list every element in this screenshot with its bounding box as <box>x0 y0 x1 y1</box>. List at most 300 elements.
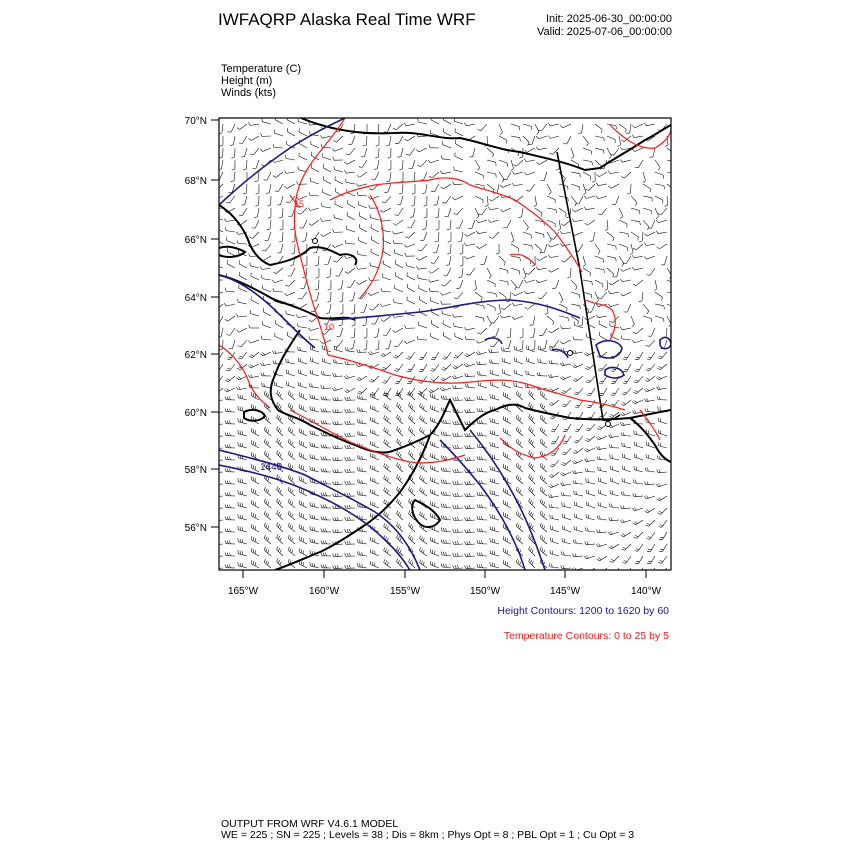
wind-barb-feather-1184-2 <box>292 490 293 493</box>
wind-barb-533 <box>226 291 235 292</box>
wind-barb-feather-1097-1 <box>612 455 613 458</box>
wind-barb-feather-1026-1 <box>215 445 217 448</box>
wind-barb-feather-108-0 <box>609 156 611 159</box>
wind-barb-741 <box>446 352 451 359</box>
wind-barb-feather-976-2 <box>532 418 534 421</box>
wind-barb-feather-727-0 <box>272 351 274 354</box>
arctic-coast <box>301 118 600 170</box>
wind-barb-308 <box>270 220 271 229</box>
wind-barb-288 <box>481 208 487 215</box>
wind-barb-feather-565-0 <box>608 291 610 294</box>
wind-barb-feather-969-2 <box>446 420 447 423</box>
wind-barb-feather-1324-0 <box>597 530 599 533</box>
wind-barb-712 <box>554 340 559 347</box>
wind-barb-29 <box>563 124 571 128</box>
wind-barb-1015 <box>540 430 547 436</box>
wind-barb-feather-832-0 <box>623 383 626 384</box>
wind-barb-feather-1126-1 <box>505 465 506 468</box>
wind-barb-1442 <box>650 568 655 575</box>
wind-barb-feather-993-0 <box>277 426 279 429</box>
wind-barb-feather-504-0 <box>338 289 341 290</box>
wind-barb-feather-895-2 <box>469 397 471 400</box>
wind-barb-feather-1184-1 <box>290 488 291 491</box>
wind-barb-980 <box>578 424 583 432</box>
wind-barb-336 <box>607 220 608 229</box>
wind-barb-feather-234-0 <box>286 202 289 203</box>
wind-barb-68 <box>583 136 589 143</box>
wind-barb-feather-776-0 <box>407 371 410 372</box>
wind-barb-379 <box>658 232 667 234</box>
wind-barb-feather-1080-1 <box>410 452 411 455</box>
wind-barb-feather-1257-1 <box>253 513 254 517</box>
wind-barb-feather-1382-2 <box>387 550 388 553</box>
wind-barb-feather-352-0 <box>333 229 334 232</box>
wind-barb-136 <box>487 160 496 162</box>
wind-barb-347 <box>282 232 283 241</box>
wind-barb-feather-1009-1 <box>467 433 469 436</box>
wind-barb-feather-1432-1 <box>530 560 532 563</box>
wind-barb-feather-1161-0 <box>465 482 467 485</box>
wind-barb-feather-743-0 <box>465 355 468 357</box>
wind-barb-feather-994-1 <box>290 428 291 431</box>
wind-barb-feather-837-1 <box>226 389 229 391</box>
wind-barb-feather-1093-1 <box>563 462 566 464</box>
wind-barb-feather-1367-0 <box>659 551 663 552</box>
wind-barb-feather-637-0 <box>578 321 579 324</box>
wind-barb-feather-1439-1 <box>612 573 615 574</box>
wind-barb-feather-1378-0 <box>333 554 335 557</box>
wind-barb-feather-1204-0 <box>529 486 531 489</box>
wind-barb-feather-753-0 <box>584 353 587 356</box>
wind-barb-659 <box>377 328 379 337</box>
wind-barb-feather-523-0 <box>576 287 578 290</box>
wind-barb-feather-1354-2 <box>507 538 508 541</box>
wind-barb-feather-775-0 <box>394 370 397 371</box>
wind-barb-feather-505-0 <box>347 287 350 288</box>
wind-barb-feather-459-0 <box>250 262 251 265</box>
height-contour-1 <box>219 118 345 205</box>
wind-barb-feather-700-0 <box>404 341 406 344</box>
wind-barb-feather-1031-2 <box>280 442 282 445</box>
wind-barb-feather-1043-1 <box>422 441 423 444</box>
wind-barb-21 <box>466 124 475 126</box>
wind-barb-242 <box>385 196 391 203</box>
wind-barb-feather-845-1 <box>323 385 325 388</box>
wind-barb-feather-924-0 <box>357 407 358 410</box>
wind-barb-363 <box>467 232 475 236</box>
wind-barb-feather-681-0 <box>633 332 636 334</box>
wind-barb-feather-1278-0 <box>503 512 504 516</box>
wind-barb-feather-1416-0 <box>333 566 335 569</box>
wind-barb-feather-1356-0 <box>529 534 531 537</box>
wind-barb-248 <box>455 196 463 200</box>
wind-barb-feather-787-1 <box>540 359 541 363</box>
wind-barb-feather-1188-0 <box>333 494 335 497</box>
wind-barb-feather-1151-2 <box>349 481 350 484</box>
wind-barb-feather-1382-1 <box>386 549 387 552</box>
wind-barb-459 <box>250 266 259 268</box>
wind-barb-feather-1018-1 <box>575 440 578 441</box>
wind-barb-feather-975-1 <box>518 416 519 419</box>
wind-barb-feather-1192-0 <box>384 487 385 490</box>
wind-barb-feather-231-0 <box>255 205 258 206</box>
wind-barb-638 <box>582 316 583 325</box>
wind-barb-feather-884-2 <box>337 397 339 400</box>
wind-barb-413 <box>619 244 627 247</box>
wind-barb-feather-710-0 <box>532 349 535 350</box>
lat-label-70: 70°N <box>184 116 207 127</box>
wind-barb-feather-89-0 <box>375 157 378 158</box>
wind-barb-feather-436-0 <box>431 263 434 264</box>
wind-barb-feather-1375-0 <box>299 548 300 552</box>
wind-barb-feather-703-0 <box>443 332 444 336</box>
wind-barb-1252 <box>648 508 656 513</box>
wind-barb-feather-1389-0 <box>465 554 467 557</box>
wind-barb-feather-371-0 <box>560 231 562 234</box>
wind-barb-feather-1286-0 <box>597 516 598 519</box>
wind-barb-feather-222-0 <box>596 183 598 186</box>
wind-barb-feather-476-0 <box>458 277 461 278</box>
wind-barb-feather-1275-2 <box>469 517 471 520</box>
wind-barb-498 <box>262 279 271 280</box>
wind-barb-666 <box>454 326 463 328</box>
wind-barb-452 <box>626 256 631 264</box>
wind-barb-385 <box>281 244 283 253</box>
wind-barb-feather-1337-1 <box>301 537 302 541</box>
wind-barb-feather-927-1 <box>398 404 399 407</box>
wind-barb-7 <box>298 122 307 124</box>
wind-barb-feather-585-0 <box>393 299 394 302</box>
wind-barb-490 <box>623 268 631 271</box>
wind-barb-163 <box>346 172 355 173</box>
wind-barb-774 <box>385 364 391 370</box>
wind-barb-feather-365-0 <box>490 237 493 238</box>
wind-barb-feather-32-0 <box>616 126 617 129</box>
wind-barb-feather-1157-2 <box>423 478 424 481</box>
wind-barb-feather-1143-0 <box>251 476 252 480</box>
wind-barb-feather-1169-1 <box>563 482 565 485</box>
wind-barb-feather-499-0 <box>272 280 274 283</box>
wind-barb-353 <box>347 229 356 232</box>
wind-barb-22 <box>481 124 487 131</box>
wind-barb-feather-1089-2 <box>520 454 521 457</box>
norton-sound-coast <box>219 275 355 320</box>
st-lawrence-island <box>219 247 245 257</box>
wind-barb-782 <box>478 364 487 365</box>
wind-barb-feather-437-0 <box>446 265 450 266</box>
wind-barb-feather-1181-0 <box>251 488 252 492</box>
wind-barb-1361 <box>586 544 595 545</box>
wind-barb-87 <box>349 148 355 155</box>
wind-barb-feather-336-0 <box>605 229 608 231</box>
wind-barb-41 <box>251 136 259 141</box>
wind-barb-feather-900-2 <box>532 394 534 397</box>
wind-barb-786 <box>527 361 536 364</box>
wind-barb-feather-992-2 <box>268 430 269 433</box>
wind-barb-feather-1270-0 <box>409 511 410 514</box>
wind-barb-feather-1003-1 <box>398 428 399 431</box>
wind-barb-feather-847-0 <box>345 391 348 393</box>
wind-barb-587 <box>419 300 427 305</box>
wind-barb-479 <box>499 268 508 270</box>
wind-barb-5 <box>275 120 283 124</box>
wind-barb-feather-939-1 <box>542 404 543 407</box>
wind-barb-feather-971-0 <box>465 422 467 425</box>
wind-barb-feather-1057-1 <box>586 448 589 451</box>
wind-barb-feather-780-1 <box>455 366 458 368</box>
wind-barb-feather-468-0 <box>356 266 358 269</box>
wind-barb-1172 <box>599 481 608 484</box>
wind-barb-feather-763-0 <box>248 366 251 368</box>
wind-barb-742 <box>457 352 463 358</box>
wind-barb-feather-1008-1 <box>455 433 456 436</box>
wind-barb-feather-667-0 <box>464 327 466 330</box>
wind-barb-feather-1420-0 <box>384 559 385 562</box>
wind-barb-280 <box>383 208 391 212</box>
wind-barb-feather-1027-1 <box>227 445 228 448</box>
wind-barb-feather-424-0 <box>290 265 293 266</box>
wind-barb-730 <box>311 349 320 352</box>
wind-barb-feather-945-1 <box>611 414 614 416</box>
wind-barb-feather-290-0 <box>500 209 503 212</box>
wind-barb-feather-3-0 <box>248 122 250 125</box>
wind-barb-240 <box>358 195 367 196</box>
wind-barb-164 <box>360 172 367 177</box>
wind-barb-feather-1130-1 <box>551 474 554 476</box>
wind-barb-feather-1335-2 <box>280 538 282 541</box>
wind-barb-feather-170-0 <box>429 176 432 178</box>
wind-barb-feather-1124-2 <box>481 469 482 472</box>
legend-height: Height (m) <box>221 75 273 87</box>
wind-barb-feather-1331-0 <box>225 540 226 543</box>
wind-barb-feather-1339-2 <box>325 541 326 544</box>
wind-barb-feather-1434-1 <box>552 564 553 567</box>
wind-barb-feather-1411-2 <box>280 562 282 565</box>
wind-barb-feather-1206-0 <box>548 495 550 498</box>
wind-barb-feather-757-1 <box>636 357 639 358</box>
wind-barb-feather-1398-0 <box>573 554 575 557</box>
wind-barb-317 <box>370 218 379 220</box>
wind-barb-28 <box>550 124 559 126</box>
wind-barb-66 <box>550 136 559 138</box>
wind-barb-feather-587-0 <box>419 296 420 299</box>
wind-barb-69 <box>595 136 604 138</box>
wind-barb-feather-1406-1 <box>215 565 217 568</box>
wind-barb-861 <box>514 386 523 388</box>
wind-barb-feather-30-0 <box>578 133 581 134</box>
wind-barb-feather-1169-0 <box>560 483 562 486</box>
wind-barb-feather-756-0 <box>623 359 627 360</box>
wind-barb-feather-177-0 <box>512 171 514 174</box>
wind-barb-feather-1276-1 <box>479 516 480 519</box>
wind-barb-828 <box>576 376 583 382</box>
wind-barb-feather-977-1 <box>542 416 543 419</box>
wind-barb-856 <box>454 388 463 389</box>
wind-barb-feather-918-2 <box>292 406 293 409</box>
wind-barb-469 <box>370 266 379 268</box>
wind-barb-478 <box>487 268 491 276</box>
wind-barb-feather-447-0 <box>561 261 564 263</box>
wind-barb-feather-909-1 <box>634 400 637 403</box>
wind-barb-feather-334-0 <box>572 219 574 222</box>
wind-barb-feather-1118-1 <box>410 464 411 467</box>
wind-barb-feather-1160-2 <box>457 481 458 484</box>
wind-barb-796 <box>649 364 655 371</box>
wind-barb-feather-934-0 <box>477 408 478 411</box>
wind-barb-feather-1073-2 <box>325 457 326 460</box>
wind-barb-536 <box>263 289 271 292</box>
wind-barb-feather-1443-1 <box>659 571 662 573</box>
wind-barb-feather-1395-2 <box>544 550 545 553</box>
wind-barb-707 <box>493 340 499 347</box>
wind-barb-505 <box>350 280 355 288</box>
wind-barb-feather-321-0 <box>422 229 425 230</box>
wind-barb-feather-1297-1 <box>278 524 280 527</box>
wind-barb-feather-1010-2 <box>481 433 482 436</box>
wind-barb-feather-126-0 <box>359 167 362 168</box>
wind-barb-57 <box>443 132 451 136</box>
wind-barb-feather-566-0 <box>620 294 623 296</box>
wind-barb-feather-1373-0 <box>277 546 279 549</box>
wind-barb-feather-1032-0 <box>288 439 289 442</box>
wind-barb-feather-564-0 <box>598 298 601 299</box>
wind-barb-feather-236-0 <box>309 192 310 195</box>
wind-barb-277 <box>347 204 355 209</box>
wind-barb-feather-1243-0 <box>540 499 541 502</box>
wind-barb-feather-798-1 <box>215 380 218 381</box>
wind-barb-feather-21-0 <box>464 123 466 126</box>
wind-barb-feather-1012-1 <box>505 429 506 432</box>
wind-barb-433 <box>395 253 404 256</box>
wind-barb-1401 <box>613 556 619 562</box>
wind-barb-feather-293-0 <box>556 210 557 213</box>
wind-barb-feather-1168-1 <box>550 484 553 487</box>
wind-barb-feather-901-0 <box>540 391 541 394</box>
wind-barb-49 <box>352 136 355 144</box>
wind-barb-775 <box>398 364 403 371</box>
wind-barb-feather-1037-0 <box>345 445 346 448</box>
wind-barb-feather-196-0 <box>285 186 288 188</box>
wind-barb-feather-964-0 <box>384 415 385 418</box>
wind-barb-feather-738-1 <box>408 357 411 358</box>
wind-barb-feather-856-1 <box>455 385 457 388</box>
wind-barb-feather-907-1 <box>611 404 614 405</box>
wind-barb-1317 <box>516 526 523 532</box>
wind-barb-feather-1190-0 <box>357 491 358 494</box>
wind-barb-feather-1200-0 <box>477 492 478 495</box>
wind-barb-feather-1380-1 <box>360 552 361 556</box>
wind-barb-268 <box>242 208 247 216</box>
wind-barb-354 <box>359 228 367 232</box>
wind-barb-feather-363-0 <box>465 234 468 236</box>
wind-barb-292 <box>535 208 542 213</box>
wind-barb-1013 <box>516 430 523 436</box>
wind-barb-feather-1019-1 <box>587 438 590 440</box>
wind-barb-815 <box>422 376 427 383</box>
wind-barb-feather-850-1 <box>384 393 388 394</box>
wind-barb-feather-1197-1 <box>443 492 444 495</box>
wind-barb-feather-554-0 <box>496 294 497 297</box>
wind-barb-feather-548-0 <box>407 284 408 288</box>
wind-barb-feather-524-0 <box>592 282 593 286</box>
wind-barb-feather-1065-0 <box>225 456 226 459</box>
wind-barb-feather-1118-2 <box>412 466 413 469</box>
wind-barb-feather-1126-2 <box>507 466 508 469</box>
wind-barb-feather-395-0 <box>393 240 394 243</box>
wind-barb-feather-1139-1 <box>659 469 661 472</box>
wind-barb-524 <box>583 280 592 282</box>
wind-barb-feather-1071-1 <box>301 453 302 457</box>
wind-barb-feather-1035-1 <box>323 445 324 448</box>
wind-barb-feather-1432-2 <box>532 562 534 565</box>
wind-barb-feather-811-0 <box>369 381 372 383</box>
wind-barb-feather-1205-1 <box>542 488 543 491</box>
wind-barb-181 <box>571 172 580 174</box>
wind-barb-feather-1116-1 <box>386 465 387 468</box>
wind-barb-feather-85-0 <box>321 144 322 147</box>
wind-barb-feather-361-0 <box>448 241 451 242</box>
wind-barb-feather-297-0 <box>584 207 586 210</box>
wind-barb-feather-354-0 <box>359 224 360 228</box>
wind-barb-feather-1127-1 <box>518 464 519 467</box>
wind-barb-feather-415-0 <box>633 248 636 250</box>
wind-barb-feather-482-0 <box>526 273 529 274</box>
wind-barb-feather-1265-0 <box>345 517 346 520</box>
wind-barb-381 <box>227 241 235 244</box>
wind-barb-feather-1141-2 <box>229 481 230 484</box>
wind-barb-feather-1387-0 <box>441 552 442 555</box>
wind-barb-feather-1430-2 <box>507 562 508 565</box>
wind-barb-feather-1228-0 <box>357 503 358 506</box>
wind-barb-402 <box>479 244 487 249</box>
wind-barb-feather-503-0 <box>328 289 331 290</box>
wind-barb-feather-1357-0 <box>540 535 541 538</box>
wind-barb-feather-492-0 <box>647 275 651 276</box>
wind-barb-feather-974-2 <box>507 418 508 421</box>
wind-barb-feather-1222-0 <box>288 499 289 502</box>
wind-barb-feather-744-1 <box>478 351 480 354</box>
wind-barb-feather-687-0 <box>248 341 250 344</box>
wind-barb-1137 <box>634 470 643 472</box>
wind-barb-feather-515-0 <box>474 289 477 291</box>
wind-barb-feather-1259-2 <box>280 514 282 517</box>
wind-barb-feather-416-0 <box>644 243 646 246</box>
wind-barb-feather-1041-1 <box>398 440 399 443</box>
wind-barb-feather-1385-2 <box>423 550 424 553</box>
wind-barb-371 <box>562 232 571 234</box>
wind-barb-797 <box>660 364 667 370</box>
wind-barb-678 <box>599 324 607 328</box>
wind-barb-865 <box>564 388 571 394</box>
wind-barb-902 <box>552 400 559 406</box>
wind-barb-feather-881-0 <box>299 392 300 396</box>
wind-barb-feather-1314-1 <box>479 528 480 531</box>
wind-barb-feather-1216-2 <box>217 505 219 508</box>
wind-barb-feather-1010-1 <box>479 432 480 435</box>
wind-barb-feather-1232-0 <box>409 499 410 502</box>
wind-barb-866 <box>577 388 583 395</box>
wind-barb-feather-1027-0 <box>225 444 226 447</box>
wind-barbs <box>212 116 676 576</box>
wind-barb-feather-1036-0 <box>333 446 335 449</box>
wind-barb-1281 <box>540 514 547 520</box>
wind-barb-feather-984-1 <box>623 422 625 425</box>
wind-barb-98 <box>487 148 494 154</box>
wind-barb-feather-1421-0 <box>397 559 398 562</box>
wind-barb-feather-819-0 <box>465 374 467 377</box>
wind-barb-feather-855-1 <box>442 387 444 390</box>
wind-barb-feather-1058-1 <box>599 446 601 449</box>
